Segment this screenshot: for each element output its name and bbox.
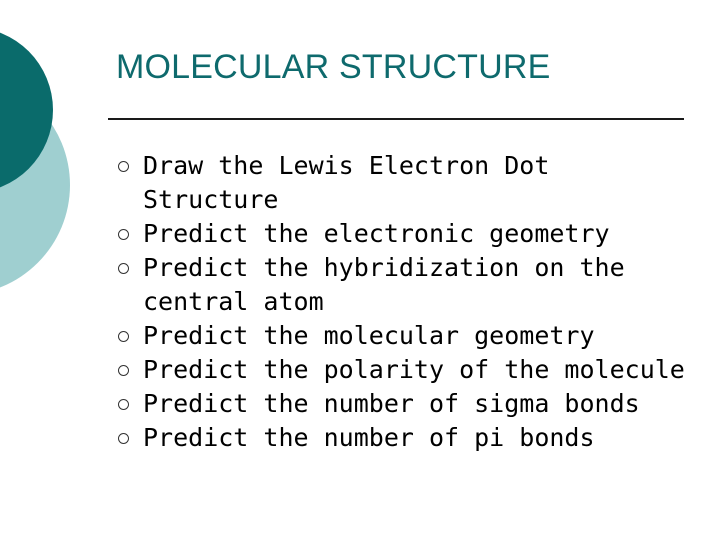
bullet-item bbox=[118, 251, 698, 319]
hollow-circle-bullet-icon bbox=[118, 161, 129, 172]
bullet-text: Predict the polarity of the molecule bbox=[143, 355, 685, 384]
bullet-text: Predict the electronic geometry bbox=[143, 219, 610, 248]
bullet-item bbox=[118, 353, 698, 387]
hollow-circle-bullet-icon bbox=[118, 399, 129, 410]
bullet-item bbox=[118, 319, 698, 353]
bullet-list bbox=[118, 149, 698, 455]
hollow-circle-bullet-icon bbox=[118, 263, 129, 274]
bullet-text: Draw the Lewis Electron Dot Structure bbox=[143, 151, 550, 214]
hollow-circle-bullet-icon bbox=[118, 229, 129, 240]
bullet-item bbox=[118, 217, 698, 251]
decorative-circles bbox=[0, 0, 110, 300]
bullet-text: Predict the molecular geometry bbox=[143, 321, 595, 350]
hollow-circle-bullet-icon bbox=[118, 331, 129, 342]
hollow-circle-bullet-icon bbox=[118, 433, 129, 444]
bullet-item bbox=[118, 421, 698, 455]
bullet-item bbox=[118, 149, 698, 217]
slide-title: MOLECULAR STRUCTURE bbox=[116, 48, 551, 86]
hollow-circle-bullet-icon bbox=[118, 365, 129, 376]
bullet-item bbox=[118, 387, 698, 421]
bullet-text: Predict the hybridization on the central atom bbox=[143, 253, 625, 316]
bullet-text: Predict the number of sigma bonds bbox=[143, 389, 640, 418]
bullet-text: Predict the number of pi bonds bbox=[143, 423, 595, 452]
title-divider bbox=[108, 118, 684, 120]
